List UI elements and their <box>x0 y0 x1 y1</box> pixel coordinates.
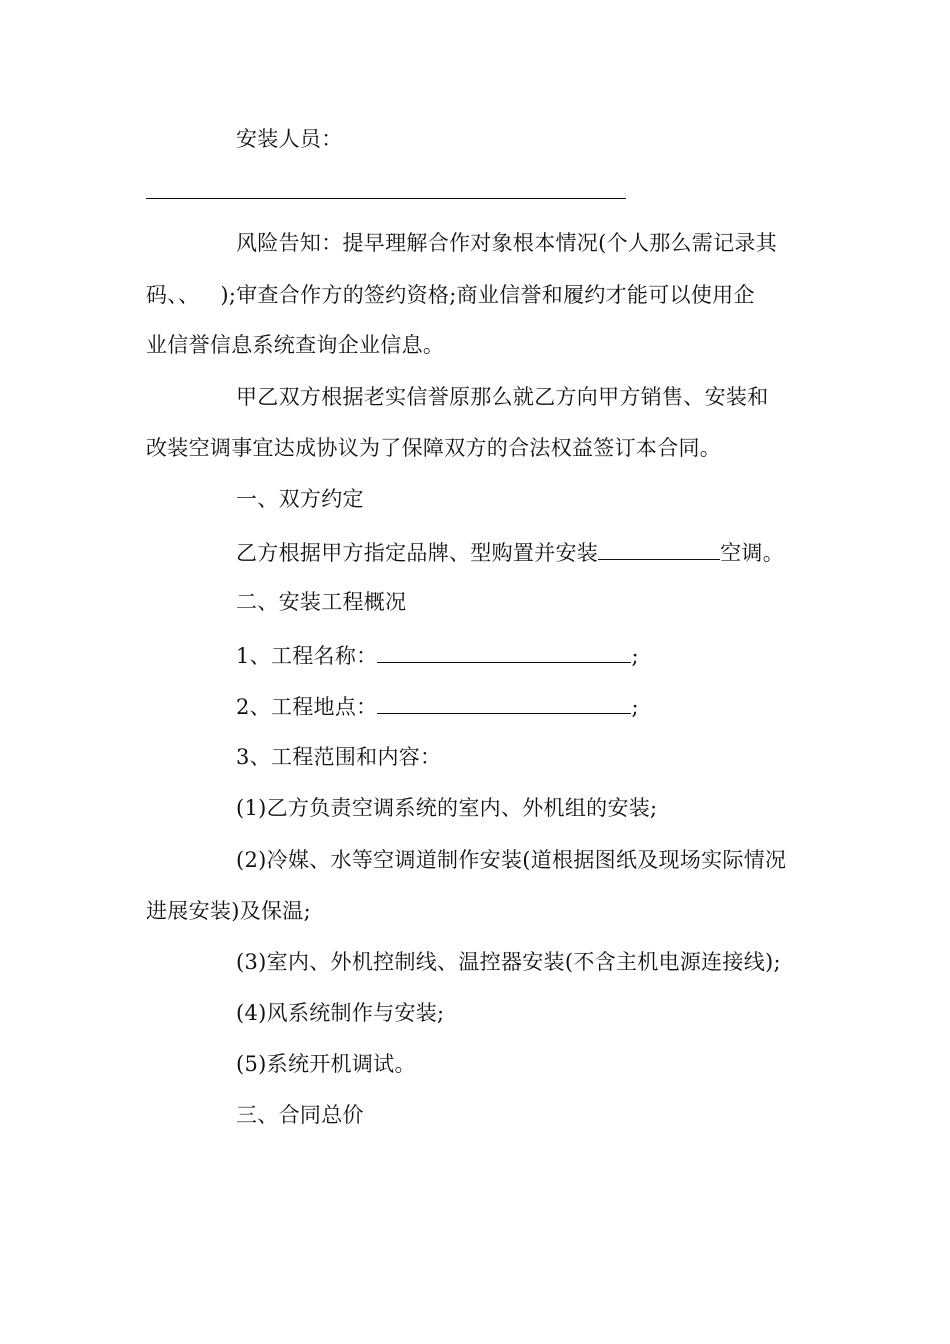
scope-item-2-line-1: (2)冷媒、水等空调道制作安装(道根据图纸及现场实际情况 <box>236 848 787 872</box>
scope-item-2-line-2: 进展安装)及保温; <box>146 899 311 923</box>
project-name-line <box>236 640 639 670</box>
risk-notice-line-3: 业信誉信息系统查询企业信息。 <box>146 333 445 357</box>
risk-notice-line-2: 码、、 );审查合作方的签约资格;商业信誉和履约才能可以使用企 <box>146 283 755 307</box>
installer-label: 安装人员： <box>236 127 343 151</box>
section-1-body <box>236 537 784 567</box>
brand-blank <box>598 537 720 560</box>
section-2-title: 二、安装工程概况 <box>236 590 407 614</box>
scope-item-4: (4)风系统制作与安装; <box>236 1001 445 1025</box>
project-location-label: 2、工程地点： <box>236 695 378 719</box>
section-1-body-prefix: 乙方根据甲方指定品牌、型购置并安装 <box>236 541 599 565</box>
project-scope-label: 3、工程范围和内容： <box>236 745 442 769</box>
intro-line-2: 改装空调事宜达成协议为了保障双方的合法权益签订本合同。 <box>146 436 722 460</box>
project-name-blank <box>377 640 631 663</box>
section-3-title: 三、合同总价 <box>236 1103 364 1127</box>
installer-signature-line <box>146 198 626 199</box>
section-1-title: 一、双方约定 <box>236 487 364 511</box>
section-1-body-suffix: 空调。 <box>720 541 785 565</box>
scope-item-3: (3)室内、外机控制线、温控器安装(不含主机电源连接线); <box>236 950 781 974</box>
scope-item-1: (1)乙方负责空调系统的室内、外机组的安装; <box>236 796 658 820</box>
intro-line-1: 甲乙双方根据老实信誉原那么就乙方向甲方销售、安装和 <box>236 385 769 409</box>
project-location-suffix: ; <box>631 695 639 719</box>
risk-notice-line-1: 风险告知：提早理解合作对象根本情况(个人那么需记录其 <box>236 231 777 255</box>
project-name-label: 1、工程名称： <box>236 644 378 668</box>
project-name-suffix: ; <box>631 644 639 668</box>
project-location-line <box>236 691 639 721</box>
project-location-blank <box>377 691 631 714</box>
scope-item-5: (5)系统开机调试。 <box>236 1052 416 1076</box>
